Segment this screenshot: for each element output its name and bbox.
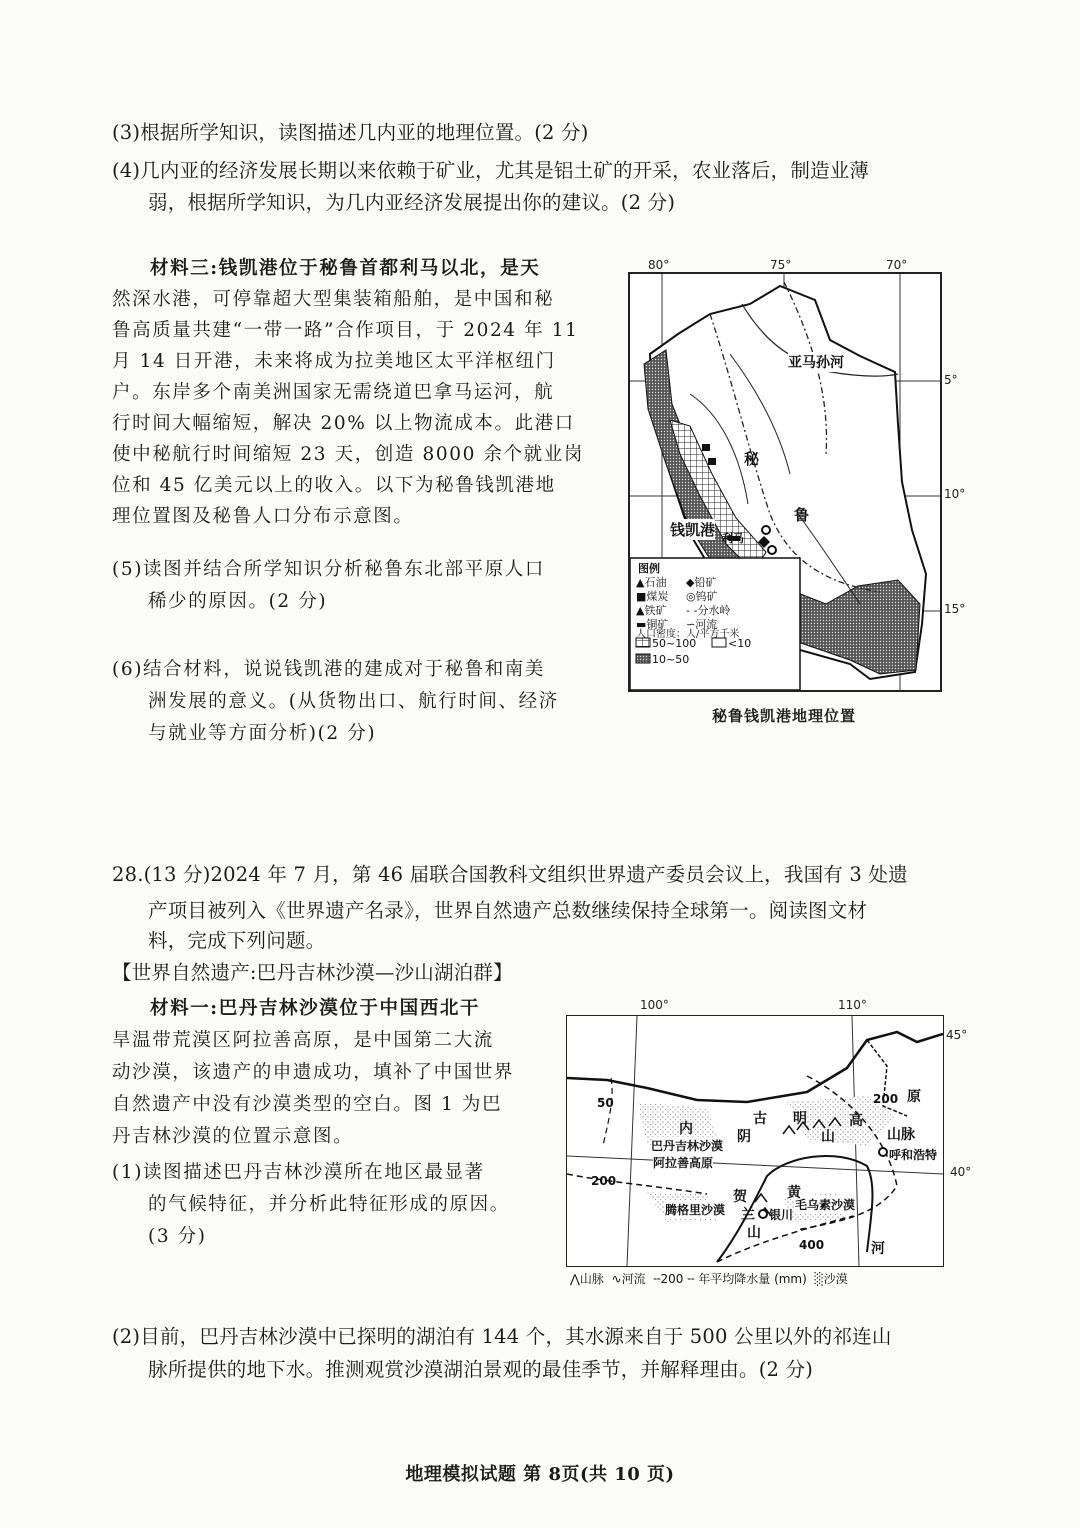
legend-d3: 10~50 <box>652 653 690 666</box>
page-footer: 地理模拟试题 第 8页(共 10 页) <box>405 1464 675 1485</box>
material3-line: 户。东岸多个南美洲国家无需绕道巴拿马运河，航 <box>112 382 555 403</box>
isoline-200-label: 200 <box>873 1092 899 1106</box>
material3-line: 理位置图及秘鲁人口分布示意图。 <box>112 506 414 527</box>
material3-line: 使中秘航行时间缩短 23 天，创造 8000 余个就业岗 <box>112 444 584 465</box>
tungsten-symbol <box>762 526 770 534</box>
material3-line: 然深水港，可停靠超大型集装箱船舶，是中国和秘 <box>112 289 555 310</box>
chancay-port-label: 钱凯港 <box>670 521 716 539</box>
lima-label: 利马 <box>722 532 744 545</box>
material1-line: 动沙漠，该遗产的申遗成功，填补了中国世界 <box>112 1062 515 1083</box>
gao-label: 高 <box>849 1113 863 1129</box>
question-28-line1: 28.(13 分)2024 年 7 月，第 46 届联合国教科文组织世界遗产委员会议上，我国有 3 处遗 <box>112 863 908 886</box>
legend-density-title: 人口密度：人/平方千米 <box>636 629 740 640</box>
coal-symbol <box>708 458 716 465</box>
question-1-line3: (3 分) <box>148 1226 207 1247</box>
badain-jaran-map <box>566 1015 944 1267</box>
question-28-line2: 产项目被列入《世界遗产名录》，世界自然遗产总数继续保持全球第一。阅读图文材 <box>148 899 868 922</box>
legend-iron: ▲铁矿 <box>636 604 667 617</box>
legend-d1: 50~100 <box>652 637 697 650</box>
lon-tick: 110° <box>838 998 867 1012</box>
material3-line: 月 14 日开港，未来将成为拉美地区太平洋枢纽门 <box>112 351 556 372</box>
question-4-line2: 弱，根据所学知识，为几内亚经济发展提出你的建议。(2 分) <box>148 191 676 214</box>
question-5-line1: (5)读图并结合所学知识分析秘鲁东北部平原人口 <box>112 559 546 580</box>
he-label: 河 <box>871 1241 885 1257</box>
material3-line: 行时间大幅缩短，解决 20% 以上物流成本。此港口 <box>112 413 575 434</box>
legend-title: 图例 <box>638 562 660 575</box>
question-28-line3: 料，完成下列问题。 <box>148 929 326 952</box>
peru-label: 秘 <box>744 450 760 468</box>
legend-coal: ■煤炭 <box>636 590 669 603</box>
lat-tick: 40° <box>950 1165 972 1179</box>
legend-copper: ▬铜矿 <box>636 618 669 631</box>
material3-line: 鲁高质量共建“一带一路”合作项目，于 2024 年 11 <box>112 320 579 341</box>
mountain-icon: ⋀ <box>570 1272 580 1286</box>
helan-label: 兰 <box>741 1207 755 1223</box>
legend-d2: <10 <box>728 637 752 650</box>
question-1-line1: (1)读图描述巴丹吉林沙漠所在地区最显著 <box>112 1162 485 1183</box>
isoline-icon: ╌ <box>653 1272 661 1286</box>
yuan-label: 原 <box>907 1089 921 1105</box>
yinchuan-label: 银川 <box>769 1208 794 1222</box>
gu-label: 古 <box>753 1111 767 1127</box>
tengger-label: 腾格里沙漠 <box>665 1203 726 1217</box>
yin-label: 阴 <box>737 1129 751 1145</box>
legend-watershed: - -分水岭 <box>686 604 731 617</box>
lat-tick: 5° <box>944 373 958 387</box>
question-6-line1: (6)结合材料，说说钱凯港的建成对于秘鲁和南美 <box>112 659 546 680</box>
isoline-50-label: 50 <box>597 1096 614 1110</box>
lon-tick: 80° <box>648 258 670 272</box>
peru-map <box>628 272 942 692</box>
isoline-200-label: 200 <box>591 1174 617 1188</box>
hohhot-point <box>879 1148 887 1156</box>
isoline-200 <box>567 1174 707 1194</box>
yinchuan-point <box>759 1210 767 1218</box>
question-1-line2: 的气候特征，并分析此特征形成的原因。 <box>148 1194 510 1215</box>
coal-symbol <box>702 444 710 451</box>
question-4-line1: (4)几内亚的经济发展长期以来依赖于矿业，尤其是铝土矿的开采，农业落后，制造业薄 <box>112 159 870 182</box>
question-28-heading: 【世界自然遗产:巴丹吉林沙漠—沙山湖泊群】 <box>112 961 513 984</box>
legend-tungsten: ◎钨矿 <box>686 590 718 603</box>
lat-tick: 10° <box>944 487 966 501</box>
lon-tick: 75° <box>770 258 792 272</box>
isoline-50 <box>603 1078 612 1146</box>
peru-label: 鲁 <box>794 506 810 524</box>
mu-us-label: 毛乌素沙漠 <box>795 1198 856 1212</box>
alxa-label: 阿拉善高原 <box>653 1156 714 1170</box>
legend-swatch-10-50 <box>636 654 650 663</box>
question-5-line2: 稀少的原因。(2 分) <box>148 591 328 612</box>
question-6-line2: 洲发展的意义。(从货物出口、航行时间、经济 <box>148 691 559 712</box>
helan-label: 贺 <box>733 1189 747 1205</box>
legend-oil: ▲石油 <box>636 576 667 589</box>
material1-line: 丹吉林沙漠的位置示意图。 <box>112 1126 354 1147</box>
river-icon: ∿ <box>611 1272 622 1286</box>
isoline-400-label: 400 <box>799 1238 825 1252</box>
peru-map-caption: 秘鲁钱凯港地理位置 <box>712 707 857 725</box>
question-2-line1: (2)目前，巴丹吉林沙漠中已探明的湖泊有 144 个，其水源来自于 500 公里以外的祁连山 <box>112 1325 892 1348</box>
question-2-line2: 脉所提供的地下水。推测观赏沙漠湖泊景观的最佳季节，并解释理由。(2 分) <box>148 1358 814 1381</box>
lat-tick: 15° <box>944 602 966 616</box>
china-map-legend: ⋀山脉 ∿河流 ╌200 ╌ 年平均降水量 (mm) ░沙漠 <box>570 1272 848 1286</box>
huang-label: 黄 <box>787 1185 801 1201</box>
helan-label: 山 <box>747 1225 761 1241</box>
material3-line: 材料三:钱凯港位于秘鲁首都利马以北，是天 <box>150 258 541 279</box>
desert-icon: ░ <box>814 1272 824 1286</box>
question-6-line3: 与就业等方面分析)(2 分) <box>148 723 377 744</box>
ming-label: 明 <box>793 1111 807 1127</box>
hohhot-label: 呼和浩特 <box>889 1148 938 1162</box>
isoline-dash-icon: ╌ <box>687 1272 695 1286</box>
inner-label: 内 <box>679 1121 693 1137</box>
material1-line: 自然遗产中没有沙漠类型的空白。图 1 为巴 <box>112 1094 503 1115</box>
legend-lead: ◆铅矿 <box>686 576 717 589</box>
lon-tick: 70° <box>886 258 908 272</box>
material3-line: 位和 45 亿美元以上的收入。以下为秘鲁钱凯港地 <box>112 475 556 496</box>
shanmai-label: 山脉 <box>887 1127 915 1143</box>
tungsten-symbol <box>768 546 776 554</box>
material1-line: 旱温带荒漠区阿拉善高原，是中国第二大流 <box>112 1030 494 1051</box>
material1-line: 材料一:巴丹吉林沙漠位于中国西北干 <box>150 998 481 1019</box>
question-3: (3)根据所学知识，读图描述几内亚的地理位置。(2 分) <box>112 121 589 144</box>
amazon-label: 亚马孙河 <box>788 352 844 372</box>
lat-tick: 45° <box>946 1028 968 1042</box>
legend-river: ∽河流 <box>686 618 718 631</box>
badain-label: 巴丹吉林沙漠 <box>651 1139 724 1153</box>
lon-tick: 100° <box>640 998 669 1012</box>
shan-label: 山 <box>821 1129 835 1145</box>
